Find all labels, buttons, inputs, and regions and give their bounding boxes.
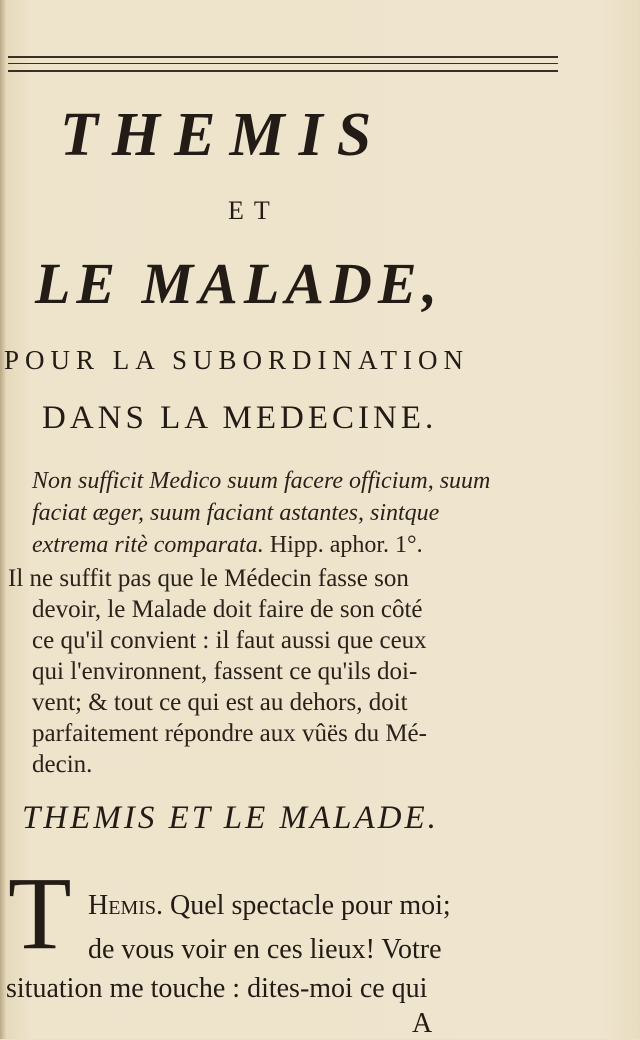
subtitle-line-1: POUR LA SUBORDINATION <box>4 345 470 375</box>
speech-line <box>88 884 628 928</box>
speech-line: de vous voir en ces lieux! Votre <box>88 934 442 965</box>
epigraph-line: Non sufficit Medico suum facere officium, suum <box>32 468 491 494</box>
french-translation <box>8 563 626 780</box>
subtitle-line-2: DANS LA MEDECINE. <box>42 400 438 436</box>
text-line: parfaitement répondre aux vûës du Mé- <box>32 720 427 747</box>
epigraph-line: faciat æger, suum faciant astantes, sintque <box>32 500 440 526</box>
speech-line: situation me touche : dites-moi ce qui <box>6 973 428 1004</box>
page-spine-shadow <box>0 0 6 1039</box>
text-line: vent; & tout ce qui est au dehors, doit <box>32 689 408 716</box>
drop-capital: T <box>8 856 72 971</box>
page-title: THEMIS <box>60 101 386 169</box>
dialog-heading: THEMIS ET LE MALADE. <box>22 800 439 836</box>
dialog-opening <box>88 884 628 972</box>
epigraph-text: extrema ritè comparata. <box>32 532 264 558</box>
header-rule <box>8 70 558 72</box>
epigraph-reference: Hipp. aphor. 1°. <box>269 532 423 558</box>
text-line: ce qu'il convient : il faut aussi que ceux <box>32 627 427 654</box>
text-line: devoir, le Malade doit faire de son côté <box>32 596 423 623</box>
text-line: Il ne suffit pas que le Médecin fasse son <box>8 565 409 592</box>
text-line: qui l'environnent, fassent ce qu'ils doi- <box>32 658 418 685</box>
catchword: A <box>412 1008 433 1039</box>
page-subtitle-main: LE MALADE, <box>35 251 444 316</box>
header-double-rule <box>8 56 558 64</box>
text-line: decin. <box>32 751 93 778</box>
speech-text: Quel spectacle pour moi; <box>170 890 451 921</box>
latin-epigraph <box>32 465 632 561</box>
title-conjunction: ET <box>228 196 280 225</box>
epigraph-line <box>32 529 632 561</box>
speaker-name: Hemis. <box>88 890 164 921</box>
